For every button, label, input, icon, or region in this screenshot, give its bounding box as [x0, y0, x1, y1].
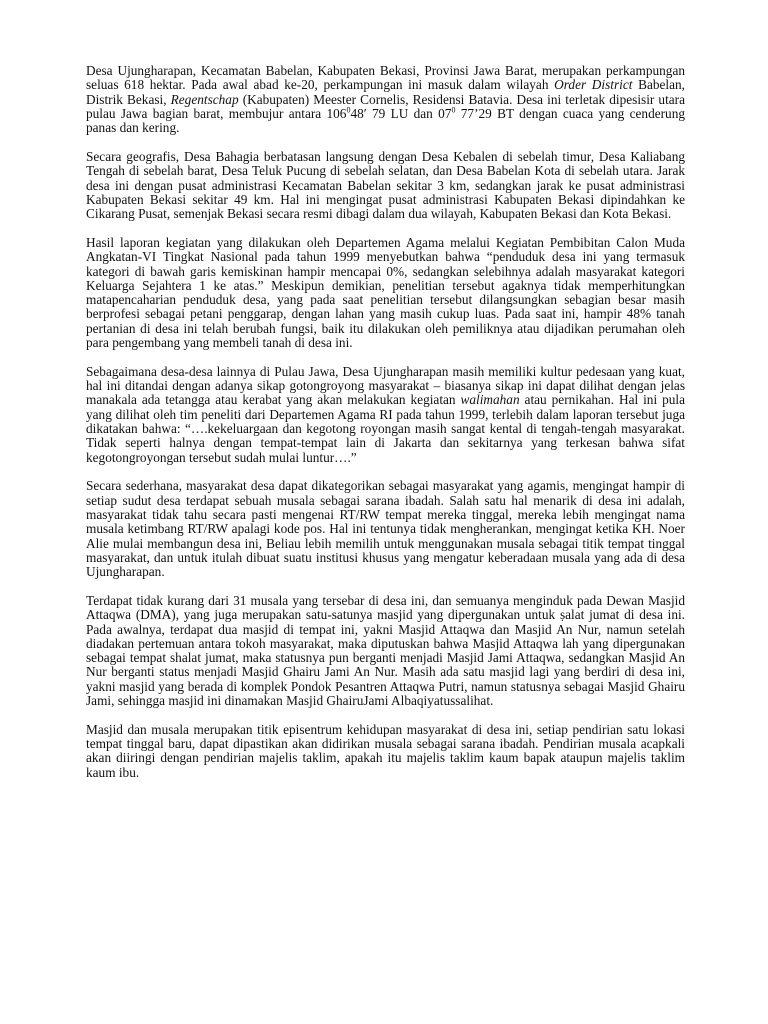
paragraph-mosques	[86, 594, 685, 708]
text-run: Hasil laporan kegiatan yang dilakukan oleh Departemen Agama melalui Kegiatan Pembibitan Calon Muda Angkatan-VI Tingkat Nasional pada tahun 1999 menyebutkan bahwa “penduduk desa ini yang termasuk kategori di bawah garis kemiskinan hampir mencapai 0%, sedangkan selebihnya adalah masyarakat kategori Keluarga Sejahtera 1 ke atas.” Meskipun demikian, penelitian tersebut agaknya tidak memperhitungkan matapencaharian penduduk desa, yang pada saat penelitian tersebut dilangsungkan sebagian besar masih berprofesi sebagai petani penggarap, dengan lahan yang masih cukup luas. Pada saat ini, hampir 48% tanah pertanian di desa ini telah berubah fungsi, baik itu dilakukan oleh pemiliknya atau dijadikan perumahan oleh para pengembang yang membeli tanah di desa ini.	[86, 234, 685, 351]
text-run: 77’29 BT dengan cuaca yang cenderung panas dan kering.	[86, 105, 685, 136]
text-run: 48′ 79 LU dan 07	[350, 105, 452, 121]
paragraph-geography	[86, 150, 685, 221]
text-run: (Kabupaten) Meester Cornelis, Residensi Batavia. Desa ini terletak dipesisir utara pulau Jawa bagian barat, membujur antara 106	[86, 91, 685, 121]
paragraph-research-report	[86, 236, 685, 350]
text-run: Masjid dan musala merupakan titik episentrum kehidupan masyarakat di desa ini, setiap pendirian satu lokasi tempat tinggal baru, dapat dipastikan akan didirikan musala sebagai sarana ibadah. Pendirian musala acapkali akan diiringi dengan pendirian majelis taklim, apakah itu majelis taklim kaum bapak ataupun majelis taklim kaum ibu.	[86, 721, 685, 780]
italic-text-run: walimahan	[460, 392, 520, 408]
text-run: Sebagaimana desa-desa lainnya di Pulau Jawa, Desa Ujungharapan masih memiliki kultur pedesaan yang kuat, hal ini ditandai dengan adanya sikap gotongroyong masyarakat – biasanya sikap ini dapat dilihat dengan jelas manakala ada tetangga atau kerabat yang akan melakukan kegiatan	[86, 363, 685, 408]
paragraph-musala-center	[86, 723, 685, 780]
text-run: Secara sederhana, masyarakat desa dapat dikategorikan sebagai masyarakat yang agamis, mengingat hampir di setiap sudut desa terdapat sebuah musala sebagai sarana ibadah. Salah satu hal menarik di desa ini adalah, masyarakat tidak tahu secara pasti mengenai RT/RW tempat mereka tinggal, mereka lebih mengingat nama musala ketimbang RT/RW apalagi kode pos. Hal ini tentunya tidak mengherankan, mengingat ketika KH. Noer Alie mulai membangun desa ini, Beliau lebih memilih untuk menggunakan musala sebagai titik tempat tinggal masyarakat, dan untuk itulah dibuat suatu institusi khusus yang mengatur keberadaan musala yang ada di desa Ujungharapan.	[86, 478, 685, 580]
paragraph-location	[86, 64, 685, 135]
degree-superscript: 0	[451, 105, 456, 115]
text-run: Secara geografis, Desa Bahagia berbatasan langsung dengan Desa Kebalen di sebelah timur, Desa Kaliabang Tengah di sebelah barat, Desa Teluk Pucung di sebelah selatan, dan Desa Babelan Kota di sebelah utara. Jarak desa ini dengan pusat administrasi Kecamatan Babelan sekitar 3 km, sedangkan jarak ke pusat administrasi Kabupaten Bekasi sekitar 49 km. Hal ini mengingat pusat administrasi Kabupaten Bekasi dipindahkan ke Cikarang Pusat, semenjak Bekasi secara resmi dibagi dalam dua wilayah, Kabupaten Bekasi dan Kota Bekasi.	[86, 148, 685, 222]
italic-text-run: Regentschap	[170, 91, 239, 107]
text-run: Desa Ujungharapan, Kecamatan Babelan, Kabupaten Bekasi, Provinsi Jawa Barat, merupakan perkampungan seluas 618 hektar. Pada awal abad ke-20, perkampungan ini masuk dalam wilayah	[86, 63, 685, 93]
document-page	[86, 64, 685, 795]
degree-superscript: 0	[346, 105, 351, 115]
paragraph-religious-community	[86, 479, 685, 579]
text-run: atau pernikahan. Hal ini pula yang dilihat oleh tim peneliti dari Departemen Agama RI pada tahun 1999, terlebih dalam laporan tersebut juga dikatakan bahwa: “….kekeluargaan dan kegotong royongan masih sangat kental di tengah-tengah masyarakat. Tidak seperti halnya dengan tempat-tempat lain di Jakarta dan sekitarnya yang terkesan bahwa sifat kegotongroyongan tersebut sudah mulai luntur….”	[86, 392, 685, 465]
paragraph-village-culture	[86, 365, 685, 465]
text-run: Terdapat tidak kurang dari 31 musala yang tersebar di desa ini, dan semuanya menginduk pada Dewan Masjid Attaqwa (DMA), yang juga merupakan satu-satunya masjid yang dipergunakan untuk ṣalat jumat di desa ini. Pada awalnya, terdapat dua masjid di tempat ini, yakni Masjid Attaqwa dan Masjid An Nur, namun setelah diadakan pertemuan antara tokoh masyarakat, maka diputuskan bahwa Masjid Attaqwa lah yang dipergunakan sebagai tempat shalat jumat, maka statusnya pun berganti menjadi Masjid Jami Attaqwa, sedangkan Masjid An Nur berganti status menjadi Masjid Ghairu Jami An Nur. Masih ada satu masjid lagi yang berdiri di desa ini, yakni masjid yang berada di komplek Pondok Pesantren Attaqwa Putri, namun statusnya sebagai Masjid Ghairu Jami, sehingga masjid ini dinamakan Masjid GhairuJami Albaqiyatussalihat.	[86, 593, 685, 709]
text-run: Babelan, Distrik Bekasi,	[86, 77, 685, 107]
italic-text-run: Order District	[554, 77, 633, 93]
